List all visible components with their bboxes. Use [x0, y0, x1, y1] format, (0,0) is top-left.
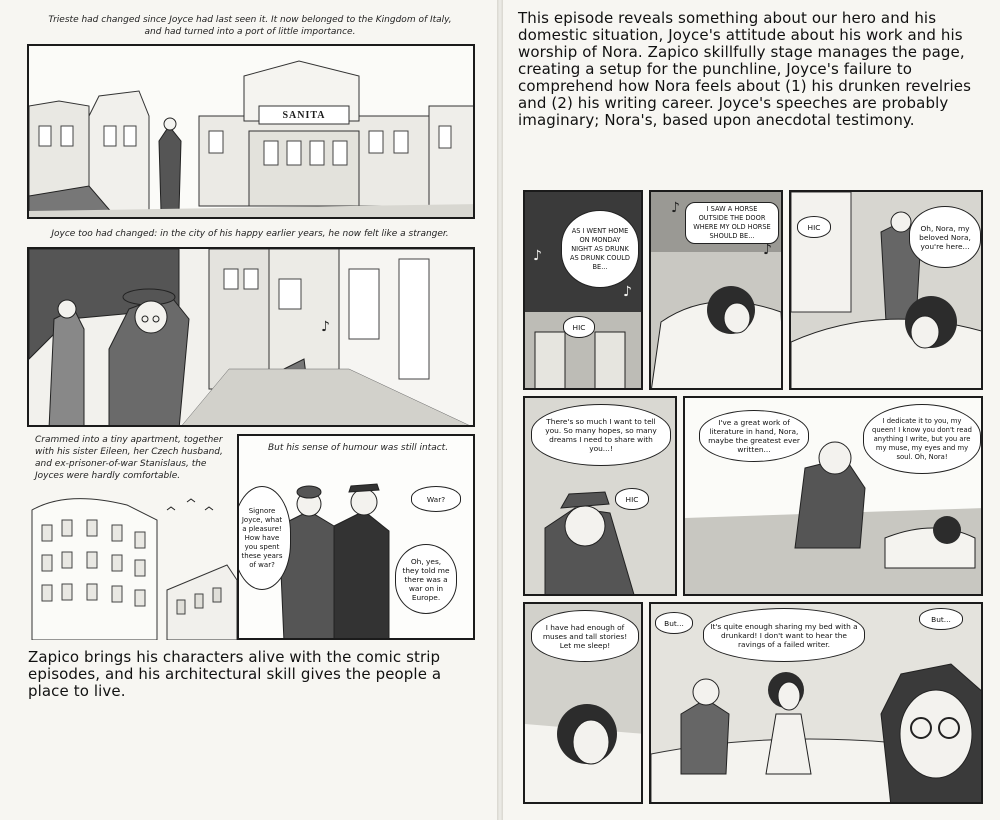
- bubble-war: War?: [411, 486, 461, 512]
- left-body-text: Zapico brings his characters alive with the comic strip episodes, and his architectural skill gives the people a place to live.: [28, 648, 442, 700]
- bubble-hic-3: HIC: [615, 488, 649, 510]
- bubble-oh-nora: Oh, Nora, my beloved Nora, you're here...: [909, 206, 981, 268]
- panel-apartment-building: [27, 490, 237, 640]
- panel-great-work: [683, 396, 983, 596]
- music-note-2: ♪: [623, 284, 632, 300]
- caption-changed: Joyce too had changed: in the city of his happy earlier years, he now felt like a stranger.: [51, 229, 449, 239]
- panel-war-conversation: [237, 434, 475, 640]
- panel-joyce-street: [27, 247, 475, 427]
- bubble-but-2: But...: [919, 608, 963, 630]
- bubble-great-work: I've a great work of literature in hand, Nora, maybe the greatest ever written...: [699, 410, 809, 462]
- music-note-4: ♪: [763, 242, 772, 258]
- bubble-so-much: There's so much I want to tell you. So many hopes, so many dreams I need to share with you...!: [531, 404, 671, 466]
- panel-so-much: [523, 396, 677, 596]
- panel-quite-enough: [649, 602, 983, 804]
- bubble-hic-2: HIC: [797, 216, 831, 238]
- bubble-oh-yes: Oh, yes, they told me there was a war on in Europe.: [395, 544, 457, 614]
- bubble-quite-enough: It's quite enough sharing my bed with a drunkard! I don't want to hear the ravings of a failed writer.: [703, 608, 865, 662]
- caption-apartment: Crammed into a tiny apartment, together with his sister Eileen, her Czech husband, and ex-prisoner-of-war Stanislaus, the Joyces were hardly comfortable.: [35, 435, 223, 481]
- bubble-dedicate: I dedicate it to you, my queen! I know you don't read anything I write, but you are my muse, my eyes and my soul. Oh, Nora!: [863, 404, 981, 474]
- right-page: [503, 0, 1000, 820]
- sign-sanita: SANITA: [282, 110, 326, 121]
- panel-horse: [649, 190, 783, 390]
- panel-trieste-street: [27, 44, 475, 219]
- left-page: [0, 0, 497, 820]
- music-note-3: ♪: [671, 200, 680, 216]
- bubble-horse: I SAW A HORSE OUTSIDE THE DOOR WHERE MY OLD HORSE SHOULD BE...: [685, 202, 779, 244]
- bubble-signore: Signore Joyce, what a pleasure! How have you spent these years of war?: [237, 486, 291, 590]
- music-note-1: ♪: [533, 248, 542, 264]
- bubble-enough: I have had enough of muses and tall stories! Let me sleep!: [531, 610, 639, 662]
- panel-went-home: [523, 190, 643, 390]
- music-note: ♪: [321, 319, 330, 335]
- panel-enough: [523, 602, 643, 804]
- caption-humour: But his sense of humour was still intact.: [267, 443, 449, 453]
- right-body-text: This episode reveals something about our hero and his domestic situation, Joyce's attitude about his work and his worship of Nora. Zapico skillfully stage manages the page, creating a setup for the punchline, Joyce's failure to comprehend how Nora feels about (1) his drunken revelries and (2) his writing career. Joyce's speeches are probably imaginary; Nora's, based upon anecdotal testimony.: [518, 9, 971, 129]
- bubble-but-1: But...: [655, 612, 693, 634]
- bubble-hic-1: HIC: [563, 316, 595, 338]
- panel-oh-nora: [789, 190, 983, 390]
- bubble-went-home: AS I WENT HOME ON MONDAY NIGHT AS DRUNK AS DRUNK COULD BE...: [561, 210, 639, 288]
- caption-trieste: Trieste had changed since Joyce had last seen it. It now belonged to the Kingdom of Italy, and had turned into a port of little importance.: [48, 15, 452, 37]
